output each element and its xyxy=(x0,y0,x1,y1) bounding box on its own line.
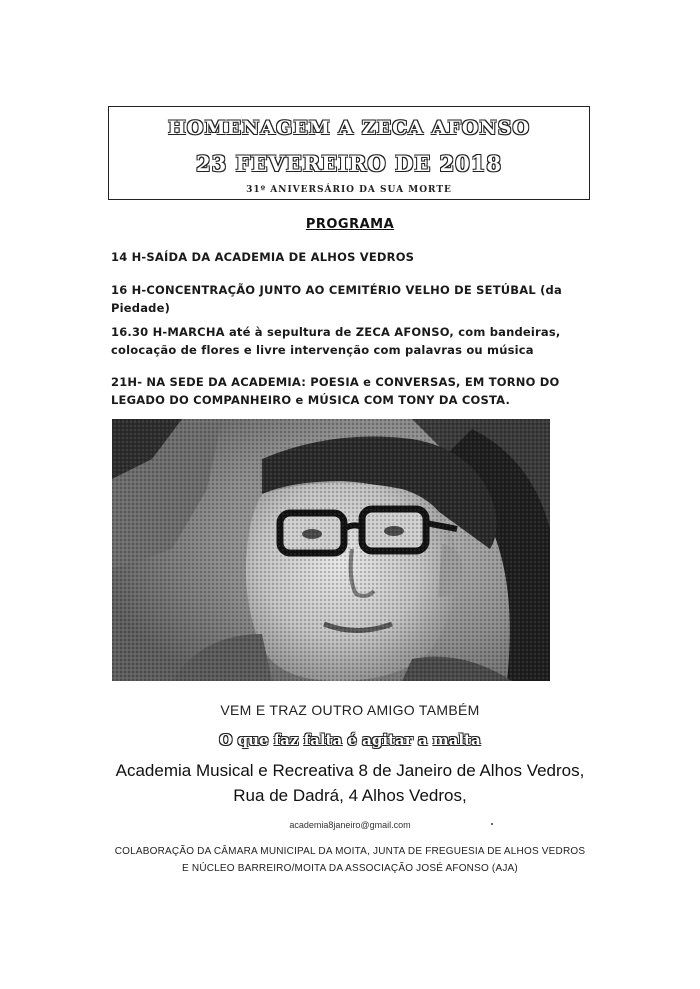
academy-address: Rua de Dadrá, 4 Alhos Vedros, xyxy=(233,786,467,805)
scan-speck xyxy=(491,823,493,825)
program-item: 16.30 H-MARCHA até à sepultura de ZECA AFONSO, com bandeiras, colocação de flores e livre intervenção com palavras ou música xyxy=(111,325,561,357)
portrait-photo xyxy=(112,419,550,681)
program-heading: PROGRAMA xyxy=(305,217,395,232)
program-item: 21H- NA SEDE DA ACADEMIA: POESIA e CONVERSAS, EM TORNO DO LEGADO DO COMPANHEIRO e MÚSICA COM TONY DA COSTA. xyxy=(111,375,560,407)
anniversary-subtitle: 31º ANIVERSÁRIO DA SUA MORTE xyxy=(246,185,452,195)
program-item: 14 H-SAÍDA DA ACADEMIA DE ALHOS VEDROS xyxy=(111,250,415,264)
collaboration-line: E NÚCLEO BARREIRO/MOITA DA ASSOCIAÇÃO JOSÉ AFONSO (AJA) xyxy=(182,863,518,874)
contact-email: academia8janeiro@gmail.com xyxy=(289,820,411,830)
event-date: 23 FEVEREIRO DE 2018 xyxy=(195,151,503,176)
invite-text: VEM E TRAZ OUTRO AMIGO TAMBÉM xyxy=(220,702,480,718)
collaboration-line: COLABORAÇÃO DA CÂMARA MUNICIPAL DA MOITA, JUNTA DE FREGUESIA DE ALHOS VEDROS xyxy=(114,846,586,857)
program-item: 16 H-CONCENTRAÇÃO JUNTO AO CEMITÉRIO VELHO DE SETÚBAL (da Piedade) xyxy=(111,283,562,315)
event-title: HOMENAGEM A ZECA AFONSO xyxy=(167,117,531,139)
slogan: O que faz falta é agitar a malta xyxy=(219,731,481,749)
academy-name: Academia Musical e Recreativa 8 de Janeiro de Alhos Vedros, xyxy=(115,761,585,780)
portrait-illustration xyxy=(112,419,550,681)
header-box xyxy=(108,106,590,200)
